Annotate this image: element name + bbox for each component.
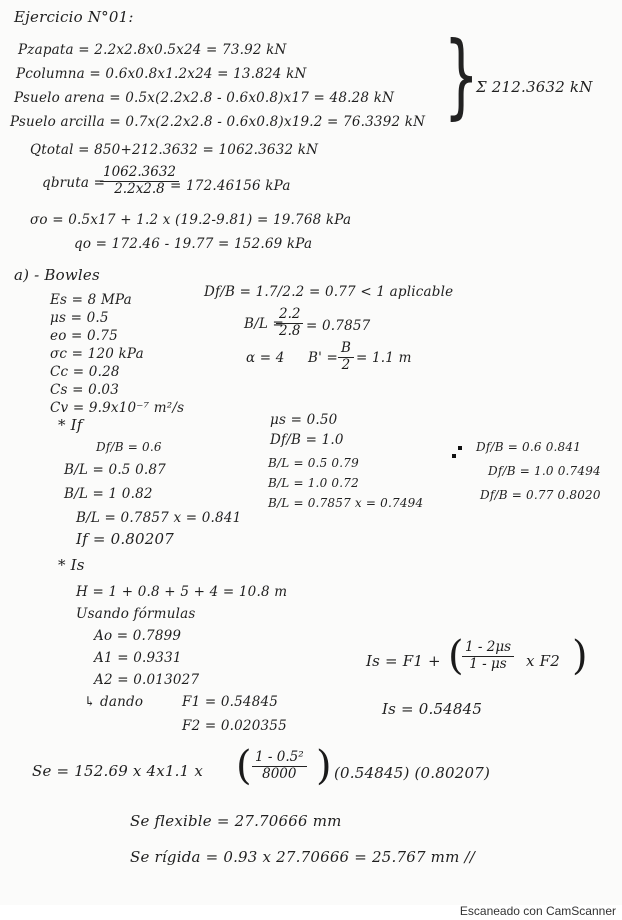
if-mid-row-2: B/L = 1.0 0.72 — [268, 476, 359, 490]
se-flexible: Se flexible = 27.70666 mm — [130, 812, 342, 830]
b-prime-fraction — [338, 341, 354, 373]
q-bruta-denominator: 2.2x2.8 — [114, 180, 165, 197]
is-formula-fraction — [462, 640, 514, 672]
param-cs: Cs = 0.03 — [50, 382, 120, 398]
sigma-o: σo = 0.5x17 + 1.2 x (19.2-9.81) = 19.768 kPa — [30, 212, 352, 228]
is-formula-denominator: 1 - μs — [469, 655, 507, 672]
if-result: If = 0.80207 — [76, 530, 175, 548]
b-prime-result: = 1.1 m — [356, 350, 412, 366]
exercise-title: Ejercicio N°01: — [14, 8, 134, 26]
param-mus: μs = 0.5 — [50, 310, 109, 326]
if-left-row-3: B/L = 0.7857 x = 0.841 — [76, 510, 242, 526]
b-l-numerator: 2.2 — [276, 307, 303, 324]
alpha-value: α = 4 — [246, 350, 285, 366]
if-left-row-2: B/L = 1 0.82 — [64, 486, 153, 502]
curly-brace-icon: } — [443, 22, 479, 129]
q-total: Qtotal = 850+212.3632 = 1062.3632 kN — [30, 142, 319, 158]
if-mid-df-b: Df/B = 1.0 — [270, 432, 344, 448]
df-b-check: Df/B = 1.7/2.2 = 0.77 < 1 aplicable — [204, 284, 454, 300]
dando-label: ↳ dando — [84, 694, 144, 710]
if-right-row-3: Df/B = 0.77 0.8020 — [480, 488, 601, 502]
b-l-fraction — [276, 307, 303, 339]
param-sigma-c: σc = 120 kPa — [50, 346, 144, 362]
is-result: Is = 0.54845 — [382, 700, 483, 718]
b-l-denominator: 2.8 — [279, 322, 301, 339]
q-bruta-numerator: 1062.3632 — [100, 165, 179, 182]
paren-close-icon: ) — [572, 633, 588, 679]
b-l-label: B/L = — [244, 316, 285, 332]
se-fraction — [252, 750, 307, 782]
load-suelo-arena: Psuelo arena = 0.5x(2.2x2.8 - 0.6x0.8)x17 = 48.28 kN — [14, 90, 395, 106]
paren-close-icon: ) — [316, 743, 332, 789]
if-heading: * If — [58, 416, 83, 434]
q-bruta-result: = 172.46156 kPa — [170, 178, 291, 194]
if-left-df-b: Df/B = 0.6 — [96, 440, 162, 454]
is-heading: * Is — [58, 556, 85, 574]
is-formula-numerator: 1 - 2μs — [462, 640, 514, 657]
param-eo: eo = 0.75 — [50, 328, 118, 344]
if-mid-row-3: B/L = 0.7857 x = 0.7494 — [268, 496, 424, 510]
f2-value: F2 = 0.020355 — [182, 718, 287, 734]
load-sum: Σ 212.3632 kN — [476, 78, 593, 96]
therefore-dot-icon — [452, 454, 456, 458]
param-es: Es = 8 MPa — [50, 292, 132, 308]
paren-open-icon: ( — [448, 633, 464, 679]
section-a-heading: a) - Bowles — [14, 266, 100, 284]
b-prime-denominator: 2 — [341, 356, 351, 373]
if-left-row-1: B/L = 0.5 0.87 — [64, 462, 166, 478]
load-suelo-arcilla: Psuelo arcilla = 0.7x(2.2x2.8 - 0.6x0.8)x19.2 = 76.3392 kN — [10, 114, 426, 130]
a2-value: A2 = 0.013027 — [94, 672, 200, 688]
load-columna: Pcolumna = 0.6x0.8x1.2x24 = 13.824 kN — [16, 66, 307, 82]
if-mid-mus: μs = 0.50 — [270, 412, 338, 428]
if-mid-row-1: B/L = 0.5 0.79 — [268, 456, 359, 470]
se-right: (0.54845) (0.80207) — [334, 764, 491, 782]
a0-value: Ao = 0.7899 — [94, 628, 182, 644]
b-prime-numerator: B — [338, 341, 354, 358]
if-right-row-1: Df/B = 0.6 0.841 — [476, 440, 582, 454]
se-left: Se = 152.69 x 4x1.1 x — [32, 762, 204, 780]
f1-value: F1 = 0.54845 — [182, 694, 279, 710]
q-bruta-label: qbruta = — [42, 175, 106, 191]
se-denominator: 8000 — [262, 765, 297, 782]
a1-value: A1 = 0.9331 — [94, 650, 182, 666]
is-formula-right: x F2 — [526, 652, 560, 670]
h-value: H = 1 + 0.8 + 5 + 4 = 10.8 m — [76, 584, 288, 600]
q-o: qo = 172.46 - 19.77 = 152.69 kPa — [74, 236, 313, 252]
is-formula-left: Is = F1 + — [366, 652, 441, 670]
b-prime-label: B' = — [308, 350, 339, 366]
load-zapata: Pzapata = 2.2x2.8x0.5x24 = 73.92 kN — [18, 42, 287, 58]
se-rigida: Se rígida = 0.93 x 27.70666 = 25.767 mm // — [130, 848, 475, 866]
b-l-result: = 0.7857 — [306, 318, 371, 334]
se-numerator: 1 - 0.5² — [252, 750, 307, 767]
if-right-row-2: Df/B = 1.0 0.7494 — [488, 464, 601, 478]
therefore-dot-icon — [458, 446, 462, 450]
q-bruta-fraction — [100, 165, 179, 197]
param-cc: Cc = 0.28 — [50, 364, 120, 380]
paren-open-icon: ( — [236, 743, 252, 789]
param-cv: Cv = 9.9x10⁻⁷ m²/s — [50, 400, 185, 416]
usando-formulas: Usando fórmulas — [76, 606, 196, 622]
scanner-watermark: Escaneado con CamScanner — [459, 904, 616, 918]
